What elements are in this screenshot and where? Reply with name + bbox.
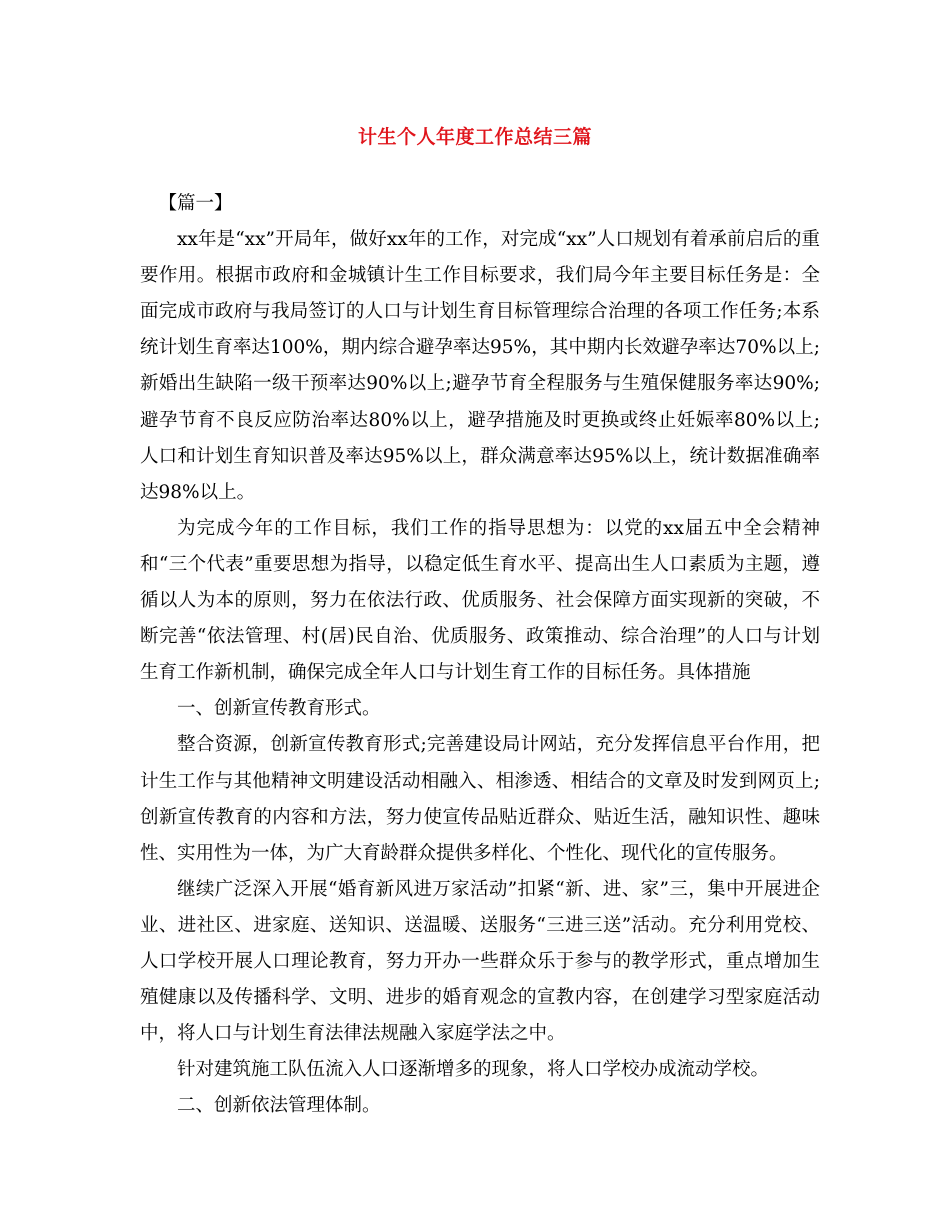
heading-publicity-education: 一、创新宣传教育形式。 xyxy=(177,698,381,720)
heading-legal-management: 二、创新依法管理体制。 xyxy=(177,1095,381,1117)
paragraph-new-customs-campaign: 继续广泛深入开展“婚育新风进万家活动”扣紧“新、进、家”三，集中开展进企业、进社区、进家庭、送知识、送温暖、送服务“三进三送”活动。充分利用党校、人口学校开展人口理论教育，努力开办一些群众乐于参与的教学形式，重点增加生殖健康以及传播科学、文明、进步的婚育观念的宣教内容，在创建学习型家庭活动中，将人口与计划生育法律法规融入家庭学法之中。 xyxy=(140,878,820,1045)
paragraph-mobile-school: 针对建筑施工队伍流入人口逐渐增多的现象，将人口学校办成流动学校。 xyxy=(177,1059,770,1081)
paragraph-goals: xx年是“xx”开局年，做好xx年的工作，对完成“xx”人口规划有着承前启后的重要作用。根据市政府和金城镇计生工作目标要求，我们局今年主要目标任务是：全面完成市政府与我局签订的人口与计划生育目标管理综合治理的各项工作任务;本系统计划生育率达100%，期内综合避孕率达95%，其中期内长效避孕率达70%以上;新婚出生缺陷一级干预率达90%以上;避孕节育全程服务与生殖保健服务率达90%;避孕节育不良反应防治率达80%以上，避孕措施及时更换或终止妊娠率80%以上;人口和计划生育知识普及率达95%以上，群众满意率达95%以上，统计数据准确率达98%以上。 xyxy=(140,229,820,503)
section-label: 【篇一】 xyxy=(158,193,233,214)
document-title: 计生个人年度工作总结三篇 xyxy=(357,126,592,148)
document-body xyxy=(140,186,820,1124)
paragraph-integrate-resources: 整合资源，创新宣传教育形式;完善建设局计网站，充分发挥信息平台作用，把计生工作与其他精神文明建设活动相融入、相渗透、相结合的文章及时发到网页上;创新宣传教育的内容和方法，努力使宣传品贴近群众、贴近生活，融知识性、趣味性、实用性为一体，为广大育龄群众提供多样化、个性化、现代化的宣传服务。 xyxy=(140,734,820,864)
paragraph-guiding-ideology: 为完成今年的工作目标，我们工作的指导思想为：以党的xx届五中全会精神和“三个代表”重要思想为指导，以稳定低生育水平、提高出生人口素质为主题，遵循以人为本的原则，努力在依法行政、优质服务、社会保障方面实现新的突破，不断完善“依法管理、村(居)民自治、优质服务、政策推动、综合治理”的人口与计划生育工作新机制，确保完成全年人口与计划生育工作的目标任务。具体措施 xyxy=(140,517,820,684)
